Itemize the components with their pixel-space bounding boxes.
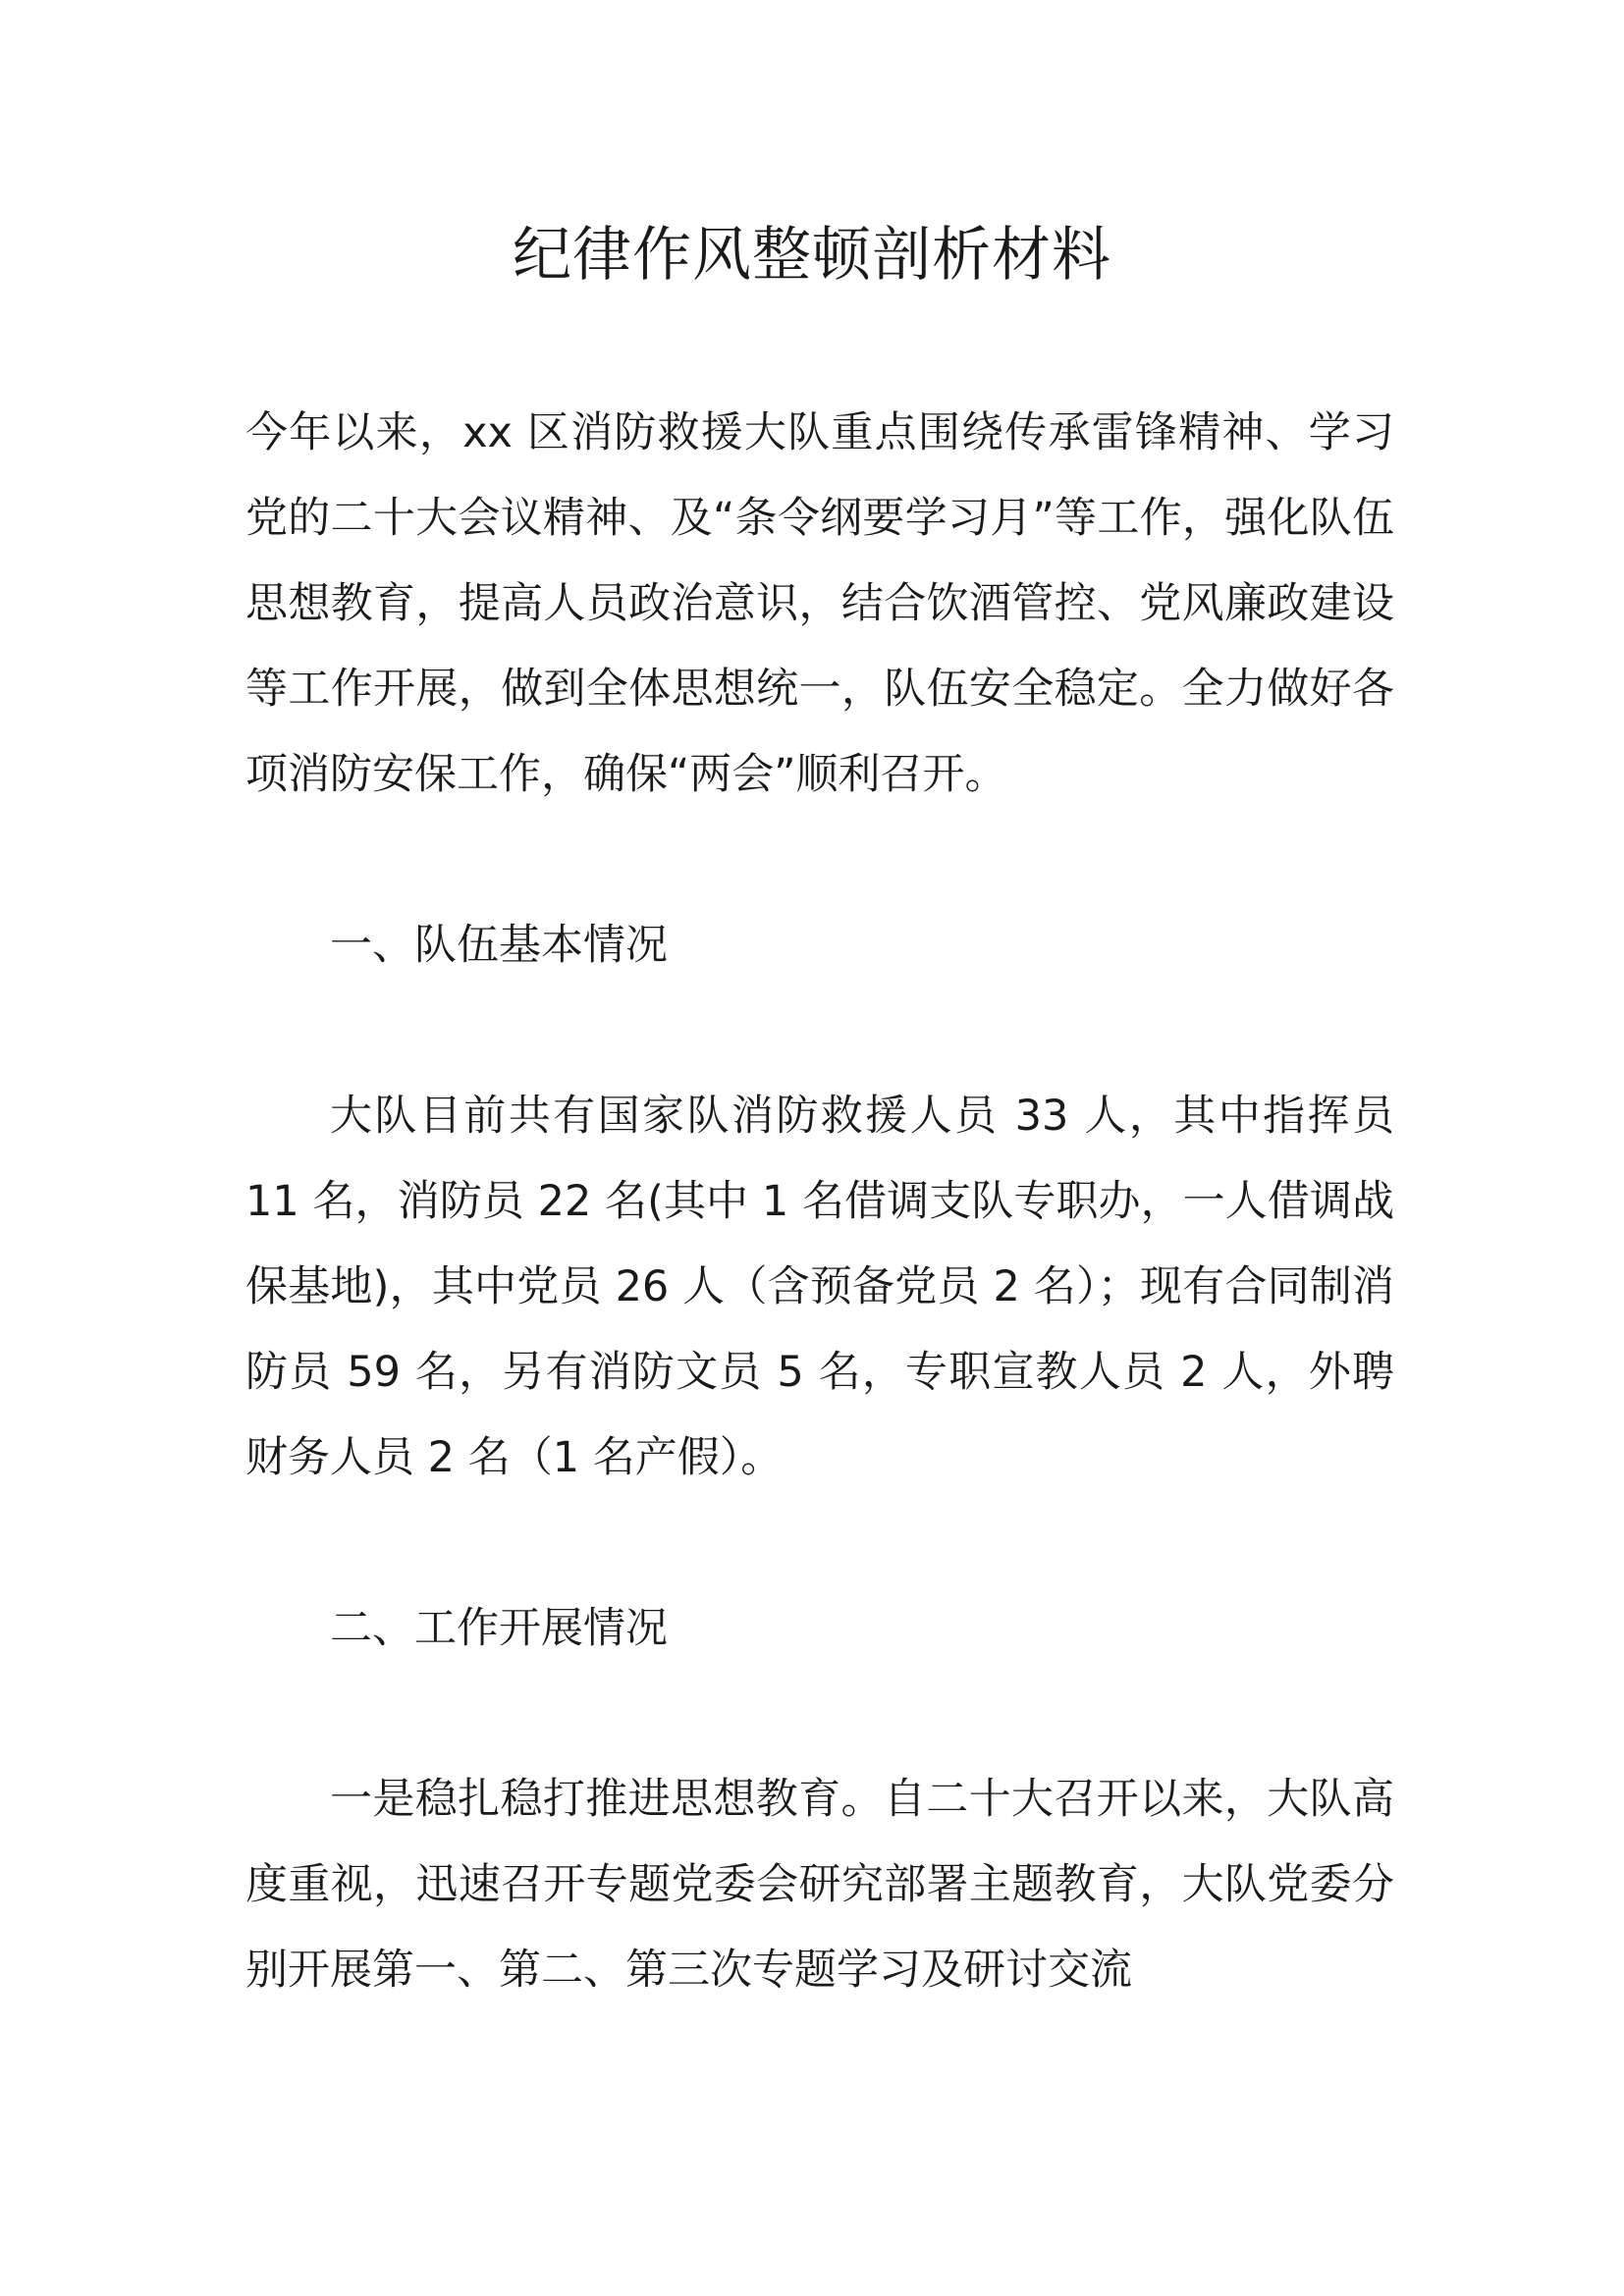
section-heading-work-progress: 二、工作开展情况 <box>330 1604 668 1653</box>
intro-paragraph: 今年以来，xx 区消防救援大队重点围绕传承雷锋精神、学习党的二十大会议精神、及“条令纲要学习月”等工作，强化队伍思想教育，提高人员政治意识，结合饮酒管控、党风廉政建设等工作开展，做到全体思想统一，队伍安全稳定。全力做好各项消防安保工作，确保“两会”顺利召开。 <box>245 408 1394 799</box>
work-progress-paragraph: 一是稳扎稳打推进思想教育。自二十大召开以来，大队高度重视，迅速召开专题党委会研究部署主题教育，大队党委分别开展第一、第二、第三次专题学习及研讨交流 <box>245 1775 1394 1995</box>
paragraph-spacer <box>245 988 1394 1074</box>
section-heading-basic-info: 一、队伍基本情况 <box>330 921 668 970</box>
paragraph-spacer <box>245 1672 1394 1757</box>
document-body <box>245 391 1394 2013</box>
paragraph-spacer <box>245 1501 1394 1586</box>
paragraph-spacer <box>245 818 1394 903</box>
basic-info-paragraph: 大队目前共有国家队消防救援人员 33 人，其中指挥员 11 名，消防员 22 名(其中 1 名借调支队专职办，一人借调战保基地)，其中党员 26 人（含预备党员 2 名）；现有合同制消防员 59 名，另有消防文员 5 名，专职宣教人员 2 人，外聘财务人员 2 名（1 名产假）。 <box>245 1092 1394 1482</box>
document-title: 纪律作风整顿剖析材料 <box>513 221 1111 290</box>
